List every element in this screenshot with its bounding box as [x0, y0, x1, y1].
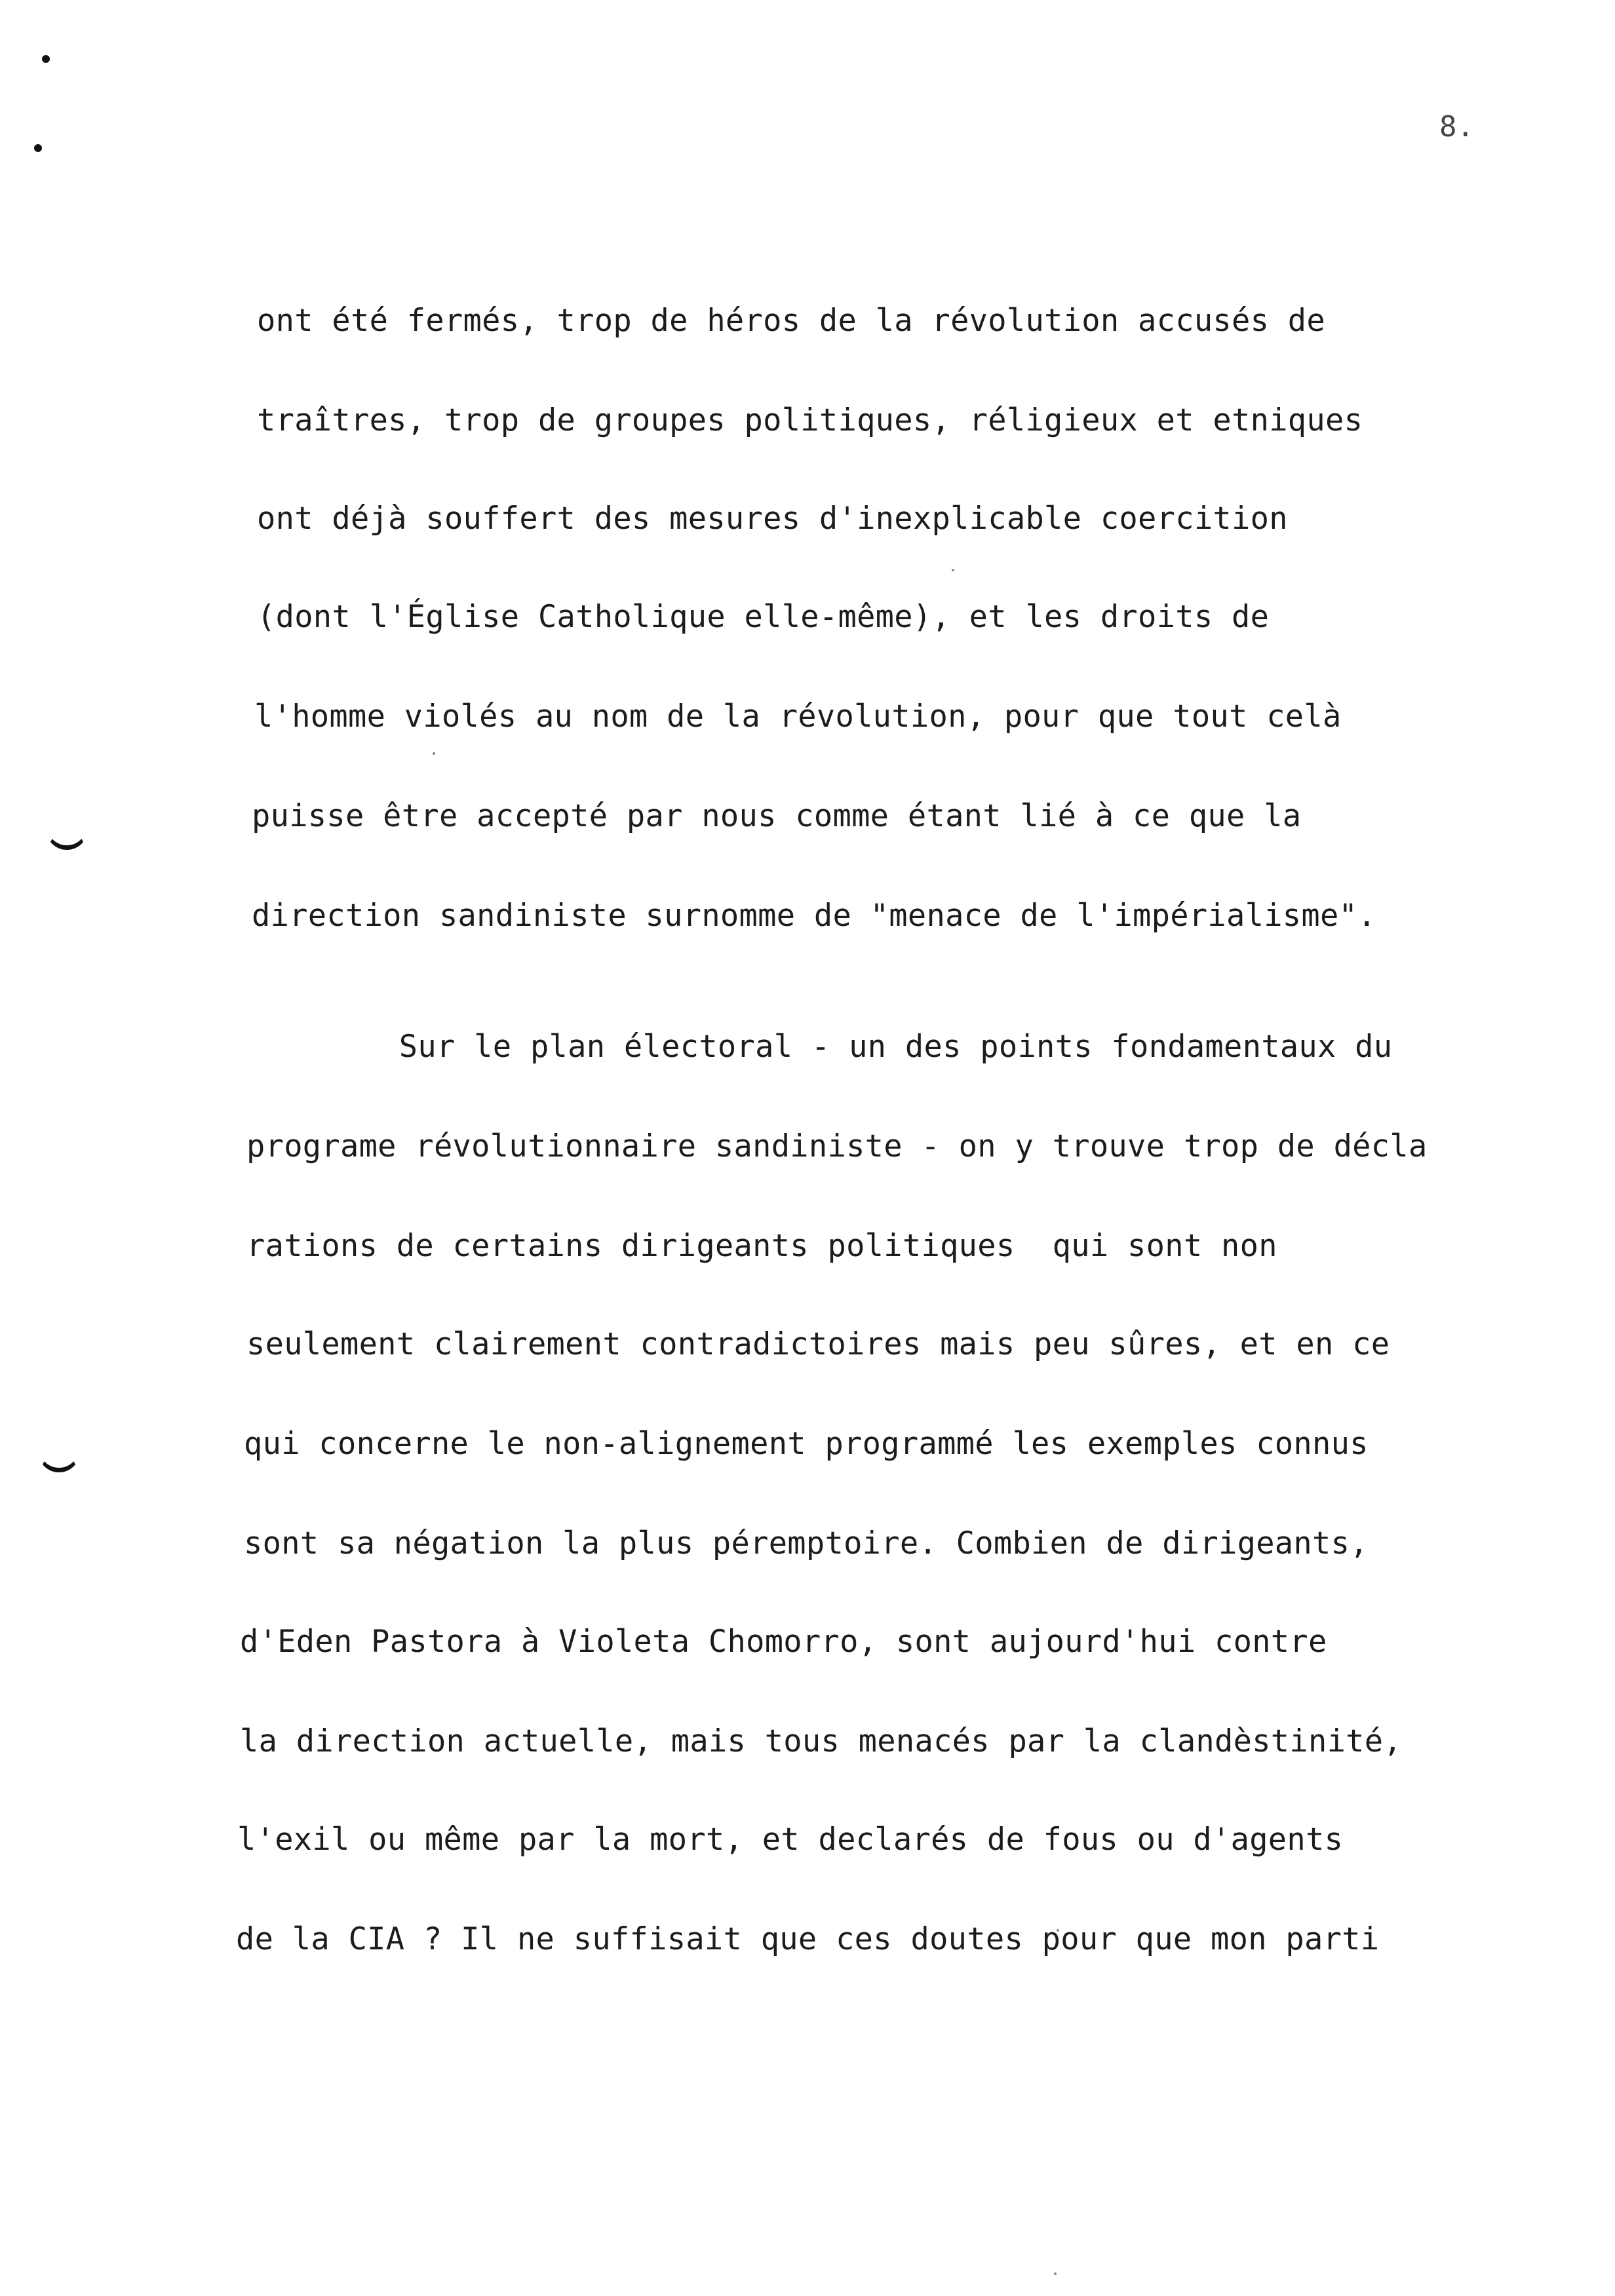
binder-ring-mark	[38, 1442, 80, 1472]
scan-speck	[952, 569, 954, 571]
scan-speck	[433, 752, 435, 755]
text-line: qui concerne le non-alignement programmé les exemples connus	[244, 1426, 1369, 1462]
punch-hole-mark	[42, 55, 50, 63]
text-line: ont déjà souffert des mesures d'inexplicable coercition	[257, 501, 1288, 537]
page-number: 8.	[1439, 110, 1474, 144]
binder-ring-mark	[46, 819, 88, 850]
text-line: l'homme violés au nom de la révolution, pour que tout celà	[254, 698, 1342, 735]
text-line: programe révolutionnaire sandiniste - on y trouve trop de décla	[246, 1128, 1428, 1164]
text-line: d'Eden Pastora à Violeta Chomorro, sont aujourd'hui contre	[240, 1624, 1327, 1660]
text-line: sont sa négation la plus péremptoire. Combien de dirigeants,	[244, 1525, 1369, 1561]
scan-speck	[1054, 2272, 1057, 2275]
text-line: rations de certains dirigeants politiques qui sont non	[246, 1228, 1277, 1264]
text-line: puisse être accepté par nous comme étant lié à ce que la	[252, 798, 1302, 834]
punch-hole-mark	[34, 144, 42, 152]
text-line: ont été fermés, trop de héros de la révolution accusés de	[257, 303, 1325, 339]
text-line: Sur le plan électoral - un des points fondamentaux du	[249, 1029, 1393, 1065]
text-line: direction sandiniste surnomme de "menace de l'impérialisme".	[252, 898, 1376, 934]
text-line: la direction actuelle, mais tous menacés par la clandèstinité,	[240, 1723, 1402, 1759]
text-line: (dont l'Église Catholique elle-même), et les droits de	[257, 599, 1270, 635]
text-line: seulement clairement contradictoires mais peu sûres, et en ce	[246, 1326, 1390, 1362]
text-line: traîtres, trop de groupes politiques, réligieux et etniques	[257, 402, 1363, 438]
text-line: de la CIA ? Il ne suffisait que ces doutes pour que mon parti	[236, 1921, 1380, 1957]
text-line: l'exil ou même par la mort, et declarés de fous ou d'agents	[237, 1822, 1344, 1858]
